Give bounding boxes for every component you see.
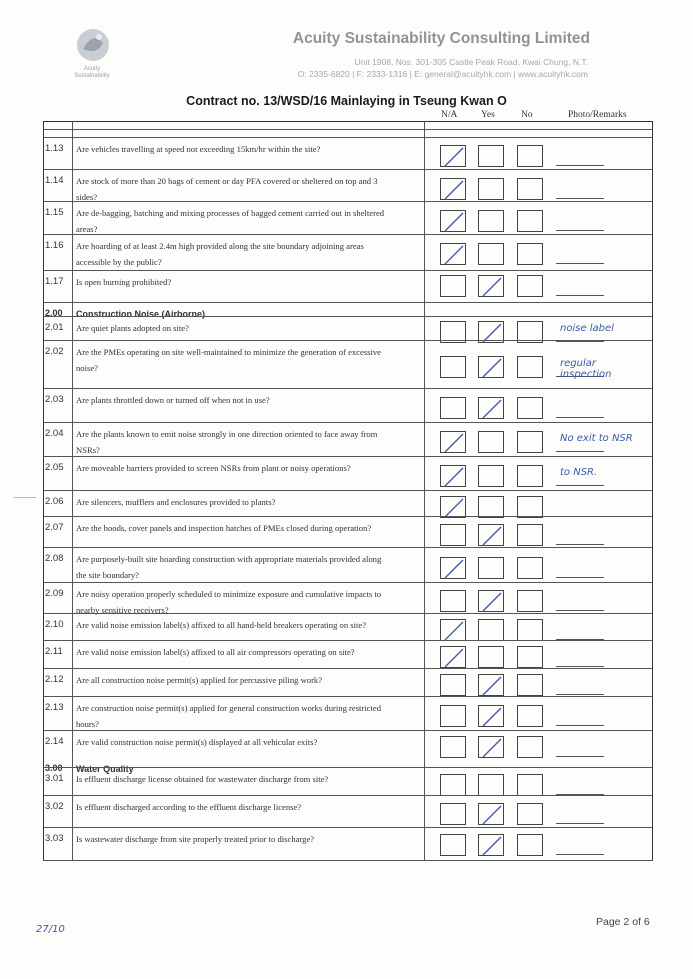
question-line: Are plants throttled down or turned off when not in use? (76, 395, 270, 405)
handwritten-remark: regular inspection (560, 358, 612, 380)
checkbox-no[interactable] (517, 397, 543, 419)
question-text (76, 426, 416, 458)
checkbox-no[interactable] (517, 496, 543, 518)
checkbox-no[interactable] (517, 646, 543, 668)
checkbox-no[interactable] (517, 145, 543, 167)
row-divider (43, 795, 653, 796)
question-text (76, 551, 416, 583)
item-number: 3.03 (45, 833, 64, 844)
question-line: Is effluent discharge license obtained for wastewater discharge from site? (76, 774, 329, 784)
checkbox-na[interactable] (440, 774, 466, 796)
item-number: 1.13 (45, 143, 64, 154)
item-number: 3.02 (45, 801, 64, 812)
row-divider (43, 340, 653, 341)
question-text (76, 238, 416, 270)
question-line: Construction Noise (Airborne) (76, 309, 206, 319)
document-title: Contract no. 13/WSD/16 Mainlaying in Tseung Kwan O (186, 94, 507, 108)
item-number: 3.01 (45, 773, 64, 784)
checkbox-na[interactable] (440, 356, 466, 378)
question-text (76, 617, 416, 633)
remarks-line (556, 341, 604, 342)
checkbox-yes[interactable] (478, 557, 504, 579)
checkbox-yes[interactable] (478, 496, 504, 518)
question-line: Are construction noise permit(s) applied for general construction works during restricted (76, 703, 381, 713)
row-divider (43, 613, 653, 614)
company-logo (73, 25, 113, 63)
page-number: Page 2 of 6 (596, 916, 650, 928)
remarks-line (556, 544, 604, 545)
checkbox-na[interactable] (440, 145, 466, 167)
row-divider (43, 422, 653, 423)
remarks-line (556, 725, 604, 726)
question-text (76, 672, 416, 688)
question-line: Water Quality (76, 764, 134, 774)
check-mark-icon (441, 647, 467, 669)
question-line: Are noisy operation properly scheduled to minimize exposure and cumulative impacts to (76, 589, 382, 599)
question-line: Are valid noise emission label(s) affixed to all air compressors operating on site? (76, 647, 355, 657)
checkbox-na[interactable] (440, 590, 466, 612)
row-divider (43, 640, 653, 641)
remarks-line (556, 451, 604, 452)
item-number: 2.11 (45, 646, 63, 657)
row-divider (43, 316, 653, 317)
check-mark-icon (479, 591, 505, 613)
check-mark-icon (479, 804, 505, 826)
checkbox-na[interactable] (440, 646, 466, 668)
checkbox-no[interactable] (517, 431, 543, 453)
checkbox-na[interactable] (440, 705, 466, 727)
column-header-na: N/A (441, 110, 458, 120)
checkbox-yes[interactable] (478, 834, 504, 856)
checkbox-yes[interactable] (478, 210, 504, 232)
checkbox-no[interactable] (517, 524, 543, 546)
handwritten-remark: to NSR. (560, 467, 598, 478)
item-number: 2.08 (45, 553, 64, 564)
item-number: 2.02 (45, 346, 64, 357)
row-divider (43, 270, 653, 271)
column-header-yes: Yes (481, 110, 495, 120)
question-line: Are the PMEs operating on site well-maintained to minimize the generation of excessive (76, 347, 381, 357)
checkbox-yes[interactable] (478, 431, 504, 453)
question-line: the site boundary? (76, 570, 140, 580)
row-divider (43, 860, 653, 861)
remarks-line (556, 610, 604, 611)
question-text (76, 494, 416, 510)
item-number: 2.10 (45, 619, 64, 630)
check-mark-icon (479, 525, 505, 547)
question-line: Are de-bagging, batching and mixing processes of bagged cement carried out in sheltered (76, 208, 385, 218)
checkbox-yes[interactable] (478, 619, 504, 641)
remarks-line (556, 230, 604, 231)
checkbox-yes[interactable] (478, 674, 504, 696)
row-divider (43, 767, 653, 768)
item-number: 2.12 (45, 674, 64, 685)
question-line: areas? (76, 224, 98, 234)
item-number: 2.06 (45, 496, 64, 507)
question-line: Is open burning prohibited? (76, 277, 172, 287)
checkbox-yes[interactable] (478, 178, 504, 200)
question-line: Are vehicles travelling at speed not exceeding 15km/hr within the site? (76, 144, 321, 154)
question-line: hours? (76, 719, 99, 729)
company-address: Unit 1908, Nos. 301-305 Castle Peak Road, Kwai Chung, N.T. O: 2335-6820 | F: 2333-1316 | E: general@acuityhk.com | www.acuityhk.com (297, 57, 588, 79)
check-mark-icon (479, 706, 505, 728)
item-number: 2.00 (45, 308, 63, 318)
item-number: 3.00 (45, 763, 63, 773)
question-line: Is wastewater discharge from site properly treated prior to discharge? (76, 834, 315, 844)
column-header-no: No (521, 110, 533, 120)
question-line: accessible by the public? (76, 257, 162, 267)
remarks-line (556, 198, 604, 199)
check-mark-icon (479, 835, 505, 857)
checkbox-no[interactable] (517, 774, 543, 796)
question-text (76, 700, 416, 732)
checkbox-na[interactable] (440, 834, 466, 856)
question-text (76, 799, 416, 815)
table-divider (424, 121, 425, 861)
checkbox-na[interactable] (440, 465, 466, 487)
checkbox-na[interactable] (440, 431, 466, 453)
row-divider (43, 388, 653, 389)
checkbox-no[interactable] (517, 356, 543, 378)
remarks-line (556, 694, 604, 695)
row-divider (43, 137, 653, 138)
checkbox-na[interactable] (440, 524, 466, 546)
checkbox-yes[interactable] (478, 705, 504, 727)
row-divider (43, 827, 653, 828)
row-divider (43, 302, 653, 303)
question-text (76, 460, 416, 476)
check-mark-icon (441, 211, 467, 233)
remarks-line (556, 485, 604, 486)
checkbox-no[interactable] (517, 557, 543, 579)
row-divider (43, 696, 653, 697)
row-divider (43, 201, 653, 202)
item-number: 2.01 (45, 322, 64, 333)
question-line: sides? (76, 192, 98, 202)
question-text (76, 320, 416, 336)
check-mark-icon (479, 398, 505, 420)
remarks-line (556, 417, 604, 418)
checkbox-yes[interactable] (478, 646, 504, 668)
checkbox-na[interactable] (440, 275, 466, 297)
item-number: 1.15 (45, 207, 64, 218)
item-number: 2.14 (45, 736, 64, 747)
handwritten-remark: No exit to NSR (560, 433, 633, 444)
check-mark-icon (441, 146, 467, 168)
check-mark-icon (441, 466, 467, 488)
check-mark-icon (441, 432, 467, 454)
handwritten-initials: 27/10 (36, 924, 65, 935)
checkbox-no[interactable] (517, 210, 543, 232)
check-mark-icon (479, 276, 505, 298)
question-text (76, 734, 416, 750)
item-number: 2.04 (45, 428, 64, 439)
remarks-line (556, 823, 604, 824)
remarks-line (556, 854, 604, 855)
question-text (76, 274, 416, 290)
question-line: Are the plants known to emit noise strongly in one direction oriented to face away from (76, 429, 378, 439)
item-number: 2.03 (45, 394, 64, 405)
checkbox-na[interactable] (440, 619, 466, 641)
row-divider (43, 490, 653, 491)
checkbox-yes[interactable] (478, 243, 504, 265)
remarks-line (556, 263, 604, 264)
column-header-remarks: Photo/Remarks (568, 110, 627, 120)
remarks-line (556, 295, 604, 296)
row-divider (43, 169, 653, 170)
question-line: Are valid noise emission label(s) affixed to all hand-held breakers operating on site? (76, 620, 367, 630)
checkbox-na[interactable] (440, 178, 466, 200)
checkbox-na[interactable] (440, 557, 466, 579)
item-number: 1.17 (45, 276, 64, 287)
question-text (76, 644, 416, 660)
remarks-line (556, 666, 604, 667)
checkbox-na[interactable] (440, 496, 466, 518)
checkbox-yes[interactable] (478, 803, 504, 825)
question-line: nearby sensitive receivers? (76, 605, 169, 615)
check-mark-icon (441, 558, 467, 580)
item-number: 2.07 (45, 522, 64, 533)
question-line: noise? (76, 363, 98, 373)
question-line: Are stock of more than 20 bags of cement or day PFA covered or sheltered on top and 3 (76, 176, 378, 186)
checkbox-yes[interactable] (478, 145, 504, 167)
question-text (76, 205, 416, 237)
checkbox-yes[interactable] (478, 275, 504, 297)
row-divider (43, 456, 653, 457)
checkbox-na[interactable] (440, 674, 466, 696)
question-text (76, 141, 416, 157)
checkbox-na[interactable] (440, 210, 466, 232)
question-line: Is effluent discharged according to the effluent discharge license? (76, 802, 302, 812)
question-line: Are moveable barriers provided to screen NSRs from plant or noisy operations? (76, 463, 351, 473)
checkbox-no[interactable] (517, 465, 543, 487)
row-divider (43, 582, 653, 583)
checkbox-yes[interactable] (478, 465, 504, 487)
row-divider (43, 547, 653, 548)
checkbox-no[interactable] (517, 243, 543, 265)
checkbox-yes[interactable] (478, 736, 504, 758)
item-number: 2.13 (45, 702, 64, 713)
question-line: Are hoarding of at least 2.4m high provided along the site boundary adjoining areas (76, 241, 364, 251)
handwritten-remark: noise label (560, 323, 614, 334)
row-divider (43, 234, 653, 235)
question-line: Are all construction noise permit(s) applied for percussive piling work? (76, 675, 323, 685)
item-number: 1.14 (45, 175, 64, 186)
checkbox-no[interactable] (517, 275, 543, 297)
company-name: Acuity Sustainability Consulting Limited (292, 30, 590, 47)
checkbox-na[interactable] (440, 243, 466, 265)
checkbox-no[interactable] (517, 590, 543, 612)
question-line: NSRs? (76, 445, 100, 455)
item-number: 2.09 (45, 588, 64, 599)
question-line: Are valid construction noise permit(s) displayed at all vehicular exits? (76, 737, 318, 747)
row-divider (43, 730, 653, 731)
check-mark-icon (441, 244, 467, 266)
check-mark-icon (479, 357, 505, 379)
item-number: 1.16 (45, 240, 64, 251)
checkbox-no[interactable] (517, 619, 543, 641)
check-mark-icon (441, 620, 467, 642)
checkbox-na[interactable] (440, 397, 466, 419)
remarks-line (556, 165, 604, 166)
question-text (76, 520, 416, 536)
check-mark-icon (441, 179, 467, 201)
logo-text: Acuity Sustainability (74, 66, 110, 79)
checkbox-na[interactable] (440, 803, 466, 825)
question-line: Are quiet plants adopted on site? (76, 323, 189, 333)
checkbox-no[interactable] (517, 178, 543, 200)
check-mark-icon (479, 737, 505, 759)
checkbox-no[interactable] (517, 803, 543, 825)
checkbox-yes[interactable] (478, 397, 504, 419)
checkbox-no[interactable] (517, 674, 543, 696)
row-divider (43, 668, 653, 669)
question-line: Are the hoods, cover panels and inspection hatches of PMEs closed during operation? (76, 523, 372, 533)
table-divider (72, 121, 73, 861)
question-line: Are purposely-built site hoarding construction with appropriate materials provided along (76, 554, 382, 564)
question-line: Are silencers, mufflers and enclosures provided to plants? (76, 497, 276, 507)
checkbox-no[interactable] (517, 736, 543, 758)
table-divider (43, 129, 653, 130)
checkbox-no[interactable] (517, 705, 543, 727)
margin-mark (14, 497, 36, 498)
question-text (76, 831, 416, 847)
checkbox-no[interactable] (517, 834, 543, 856)
remarks-line (556, 577, 604, 578)
question-text (76, 771, 416, 787)
checkbox-na[interactable] (440, 736, 466, 758)
row-divider (43, 516, 653, 517)
checkbox-yes[interactable] (478, 774, 504, 796)
checkbox-yes[interactable] (478, 356, 504, 378)
question-text (76, 392, 416, 408)
question-text (76, 344, 416, 376)
checkbox-yes[interactable] (478, 590, 504, 612)
remarks-line (556, 756, 604, 757)
check-mark-icon (479, 675, 505, 697)
checkbox-yes[interactable] (478, 524, 504, 546)
item-number: 2.05 (45, 462, 64, 473)
